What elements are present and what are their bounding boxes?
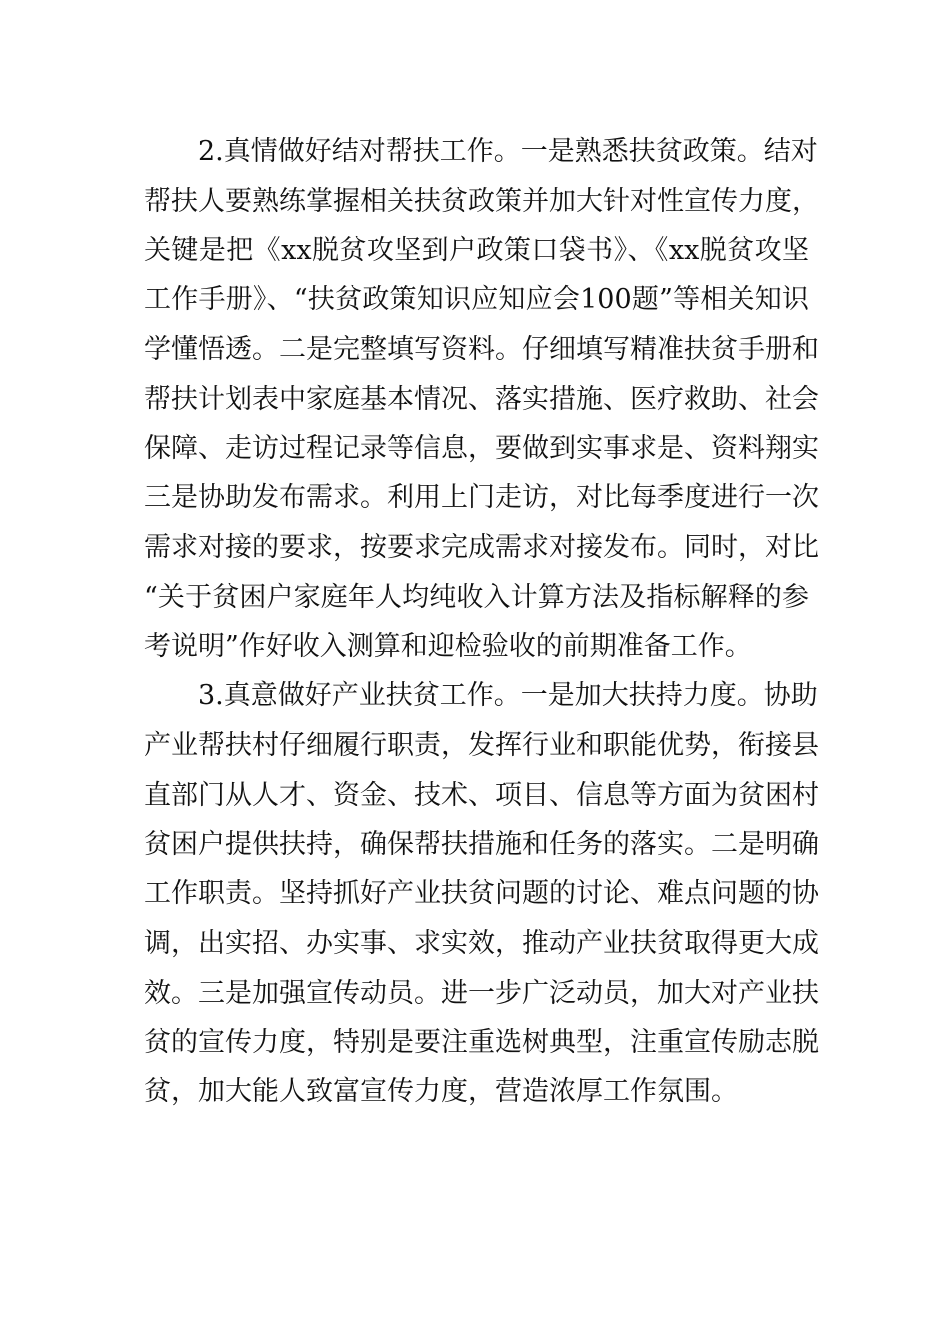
paragraph-3-line-3: 直部门从人才、资金、技术、项目、信息等方面为贫困村 — [144, 780, 819, 811]
paragraph-3-line-2: 产业帮扶村仔细履行职责，发挥行业和职能优势，衔接县 — [144, 730, 819, 761]
paragraph-2-line-11: 考说明”作好收入测算和迎检验收的前期准备工作。 — [144, 631, 752, 662]
paragraph-3-line-8: 贫的宣传力度，特别是要注重选树典型，注重宣传励志脱 — [144, 1027, 819, 1058]
paragraph-2-line-10: “关于贫困户家庭年人均纯收入计算方法及指标解释的参 — [144, 582, 809, 613]
paragraph-2-line-6: 帮扶计划表中家庭基本情况、落实措施、医疗救助、社会 — [144, 384, 819, 415]
paragraph-3-line-9: 贫，加大能人致富宣传力度，营造浓厚工作氛围。 — [144, 1076, 738, 1107]
paragraph-3-line-4: 贫困户提供扶持，确保帮扶措施和任务的落实。二是明确 — [144, 829, 819, 860]
paragraph-2-line-7: 保障、走访过程记录等信息，要做到实事求是、资料翔实 — [144, 433, 819, 464]
paragraph-2-line-3: 关键是把《xx脱贫攻坚到户政策口袋书》、《xx脱贫攻坚 — [144, 235, 809, 266]
paragraph-2-line-4: 工作手册》、“扶贫政策知识应知应会100题”等相关知识 — [144, 284, 809, 315]
paragraph-3-line-1: 3.真意做好产业扶贫工作。一是加大扶持力度。协助 — [198, 680, 818, 711]
paragraph-2-line-9: 需求对接的要求，按要求完成需求对接发布。同时，对比 — [144, 532, 819, 563]
paragraph-2-line-1: 2.真情做好结对帮扶工作。一是熟悉扶贫政策。结对 — [198, 136, 818, 167]
paragraph-3-line-6: 调，出实招、办实事、求实效，推动产业扶贫取得更大成 — [144, 928, 819, 959]
paragraph-3-line-7: 效。三是加强宣传动员。进一步广泛动员，加大对产业扶 — [144, 978, 819, 1009]
paragraph-2-line-5: 学懂悟透。二是完整填写资料。仔细填写精准扶贫手册和 — [144, 334, 819, 365]
paragraph-2-line-8: 三是协助发布需求。利用上门走访，对比每季度进行一次 — [144, 482, 819, 513]
paragraph-3-line-5: 工作职责。坚持抓好产业扶贫问题的讨论、难点问题的协 — [144, 878, 819, 909]
paragraph-2-line-2: 帮扶人要熟练掌握相关扶贫政策并加大针对性宣传力度， — [144, 186, 819, 217]
